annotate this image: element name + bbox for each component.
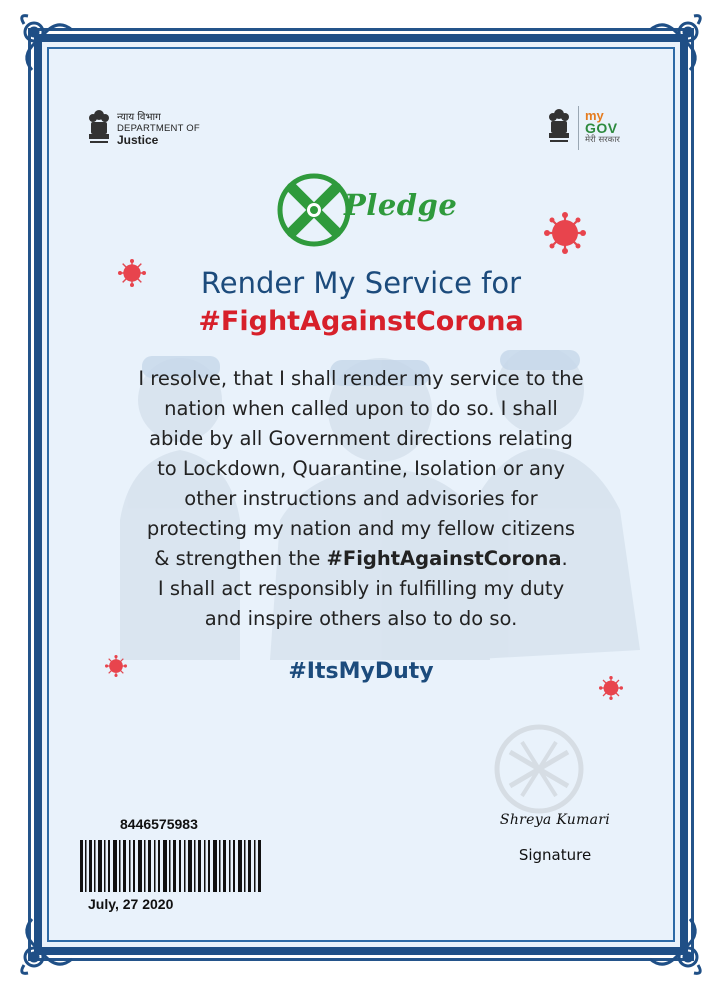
pledge-line: protecting my nation and my fellow citizens xyxy=(146,517,576,540)
mygov-my-text: my xyxy=(585,108,604,123)
pledge-title: Render My Service for xyxy=(200,266,522,300)
pledge-line: abide by all Government directions relating xyxy=(149,427,573,450)
pledge-line: I shall act responsibly in fulfilling my duty xyxy=(157,577,565,600)
doj-justice-text: Justice xyxy=(117,132,159,147)
mygov-logo xyxy=(546,106,620,150)
signature-name: Shreya Kumari xyxy=(499,812,611,828)
national-emblem-icon xyxy=(86,108,112,150)
corner-ornament-icon xyxy=(14,12,74,72)
pledge-line xyxy=(120,544,602,574)
pledge-hashtag: #FightAgainstCorona xyxy=(198,306,524,337)
pledge-inline-hashtag: #FightAgainstCorona xyxy=(326,547,562,570)
pledge-line-suffix: . xyxy=(561,547,568,570)
corner-ornament-icon xyxy=(648,917,708,977)
pledge-line: nation when called upon to do so. I shall xyxy=(164,397,558,420)
doj-hindi-text: न्याय विभाग xyxy=(117,111,161,123)
pledge-text xyxy=(120,364,602,634)
department-of-justice-logo xyxy=(86,108,200,150)
national-emblem-icon xyxy=(546,107,572,149)
mygov-gov-text: GOV xyxy=(585,120,618,136)
doj-department-text: DEPARTMENT OF xyxy=(117,122,200,134)
pledge-logo-text: Pledge xyxy=(344,188,458,222)
pledge-line: other instructions and advisories for xyxy=(184,487,538,510)
pledge-line: and inspire others also to do so. xyxy=(204,607,518,630)
corner-ornament-icon xyxy=(14,917,74,977)
pledge-line: to Lockdown, Quarantine, Isolation or any xyxy=(157,457,565,480)
its-my-duty-hashtag: #ItsMyDuty xyxy=(288,659,434,684)
signature-label: Signature xyxy=(518,846,592,864)
certificate-number: 8446575983 xyxy=(120,816,198,832)
pledge-line-prefix: & strengthen the xyxy=(154,547,327,570)
mygov-hindi-text: मेरी सरकार xyxy=(585,135,620,145)
barcode-icon xyxy=(80,840,262,892)
mygov-divider xyxy=(578,106,579,150)
virus-icon xyxy=(544,212,586,254)
pledge-line: I resolve, that I shall render my service to the xyxy=(138,367,584,390)
certificate-date: July, 27 2020 xyxy=(88,896,174,912)
corner-ornament-icon xyxy=(648,12,708,72)
